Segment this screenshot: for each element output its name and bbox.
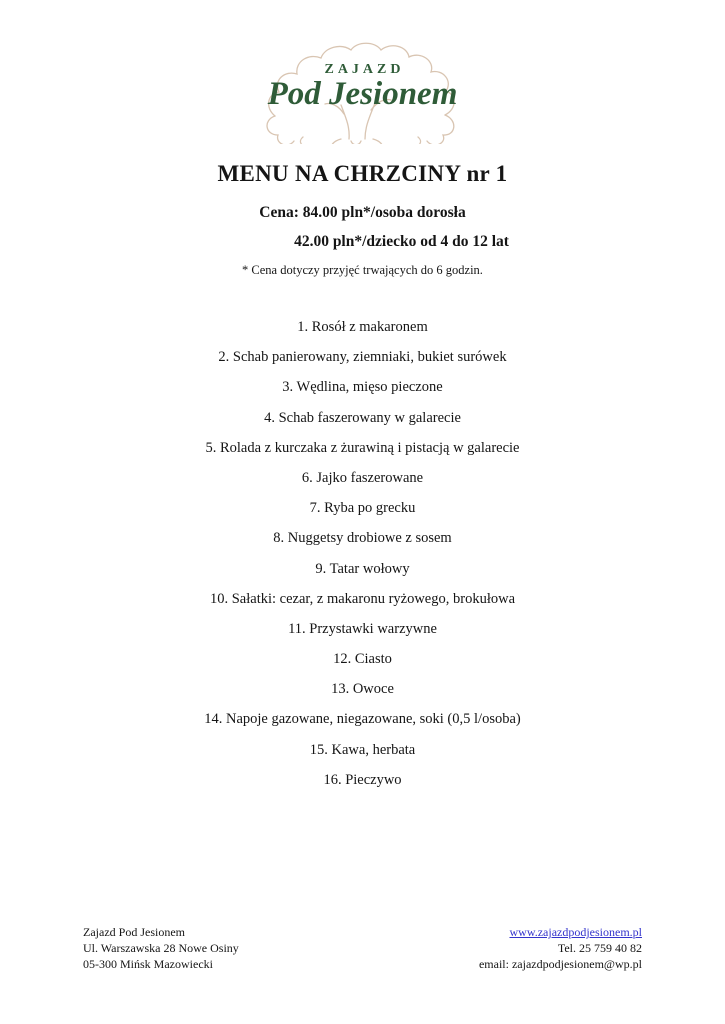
menu-item-4: 4. Schab faszerowany w galarecie [264,409,461,426]
footer-contact-block [479,924,642,972]
page-title: MENU NA CHRZCINY nr 1 [217,161,508,186]
website-link[interactable]: www.zajazdpodjesionem.pl [509,925,642,939]
footer-address-line2: 05-300 Mińsk Mazowiecki [83,957,213,971]
menu-item-5: 5. Rolada z kurczaka z żurawiną i pistacją w galarecie [205,439,520,456]
menu-item-1: 1. Rosół z makaronem [297,319,428,335]
menu-items-list [0,319,725,802]
menu-item-9: 9. Tatar wołowy [315,560,410,577]
footer-email: email: zajazdpodjesionem@wp.pl [478,957,642,971]
footer-address-block [83,924,239,972]
menu-item-7: 7. Ryba po grecku [309,500,416,517]
menu-item-11: 11. Przystawki warzywne [288,620,437,637]
menu-item-14: 14. Napoje gazowane, niegazowane, soki (0,5 l/osoba) [204,711,521,728]
menu-item-12: 12. Ciasto [333,651,392,668]
price-child-line: 42.00 pln*/dziecko od 4 do 12 lat [294,233,509,250]
menu-item-15: 15. Kawa, herbata [309,741,416,758]
logo-name: ZAJAZD [324,62,405,77]
menu-item-8: 8. Nuggetsy drobiowe z sosem [273,530,452,547]
logo-script-name: Pod Jesionem [267,76,458,112]
menu-item-13: 13. Owoce [331,681,394,698]
price-adult-line: Cena: 84.00 pln*/osoba dorosła [259,204,466,221]
footer-address-line1: Ul. Warszawska 28 Nowe Osiny [83,941,239,955]
menu-item-3: 3. Wędlina, mięso pieczone [282,379,443,396]
menu-item-16: 16. Pieczywo [323,771,402,788]
menu-item-10: 10. Sałatki: cezar, z makaronu ryżowego, brokułowa [209,590,516,607]
menu-item-2: 2. Schab panierowany, ziemniaki, bukiet surówek [218,349,507,366]
price-footnote: * Cena dotyczy przyjęć trwających do 6 godzin. [242,263,483,277]
restaurant-logo [243,42,483,146]
menu-item-6: 6. Jajko faszerowane [301,469,424,486]
footer-company: Zajazd Pod Jesionem [83,925,185,939]
footer-phone: Tel. 25 759 40 82 [557,941,642,955]
footer [83,924,642,972]
